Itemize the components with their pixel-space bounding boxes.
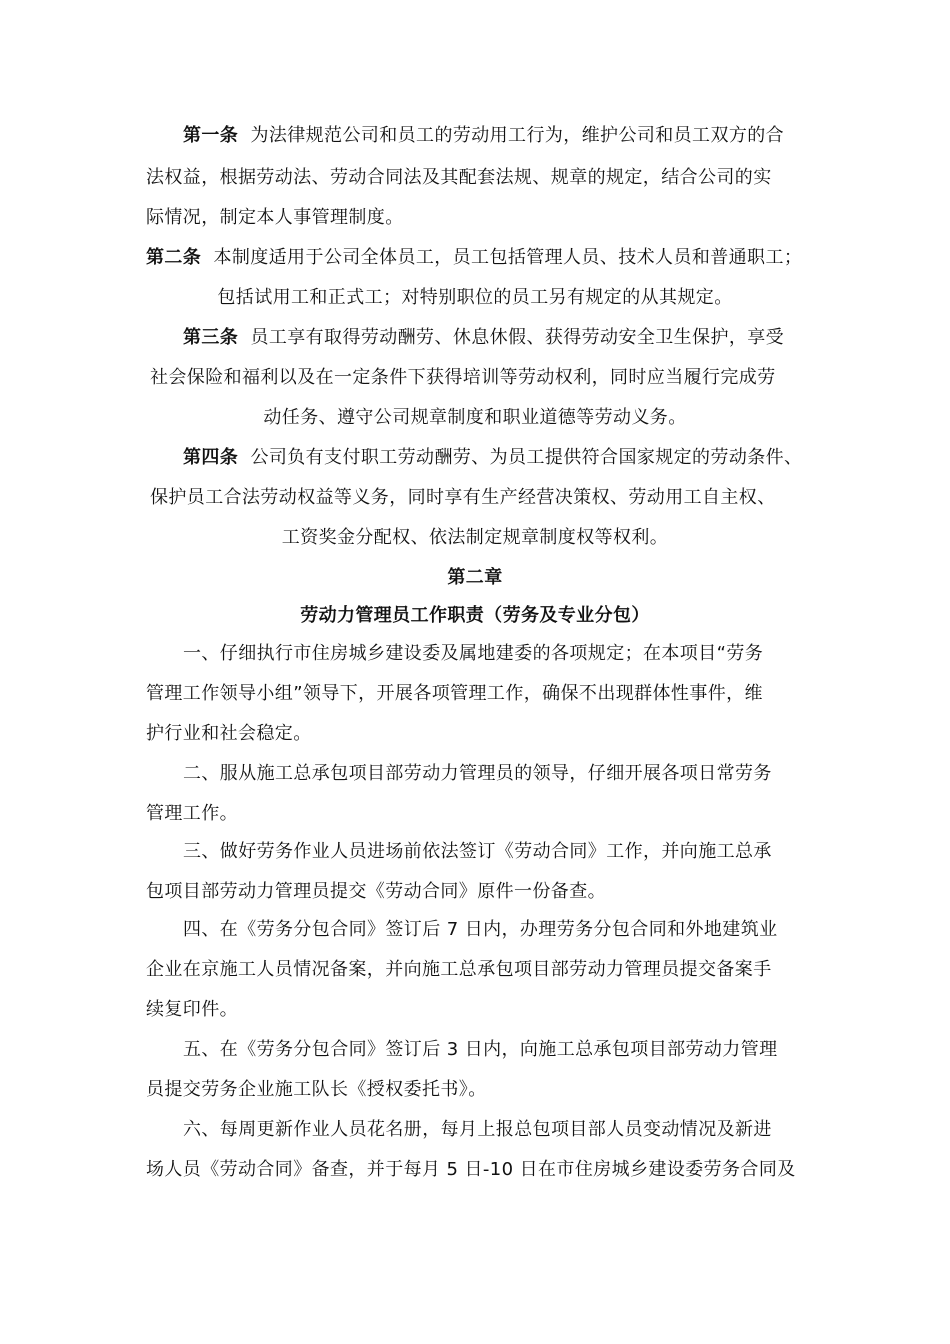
- article-4-text-1: 公司负有支付职工劳动酬劳、为员工提供符合国家规定的劳动条件、: [250, 447, 803, 468]
- article-1-label: 第一条: [183, 125, 239, 146]
- chapter-heading: 第二章: [447, 567, 503, 588]
- article-3-line-3: 动任务、遵守公司规章制度和职业道德等劳动义务。: [263, 407, 687, 428]
- article-3-line-1: [183, 326, 784, 350]
- duty-3-line-1: 三、做好劳务作业人员进场前依法签订《劳动合同》工作，并向施工总承: [183, 841, 772, 862]
- duty-4-line-3: 续复印件。: [146, 999, 238, 1020]
- article-2-text-1: 本制度适用于公司全体员工，员工包括管理人员、技术人员和普通职工；: [213, 247, 803, 268]
- duty-5-line-2: 员提交劳务企业施工队长《授权委托书》。: [146, 1079, 487, 1100]
- article-4-label: 第四条: [183, 447, 239, 468]
- duty-2-line-2: 管理工作。: [146, 803, 238, 824]
- article-1-line-2: 法权益，根据劳动法、劳动合同法及其配套法规、规章的规定，结合公司的实: [146, 167, 772, 188]
- article-2-line-2: 包括试用工和正式工；对特别职位的员工另有规定的从其规定。: [217, 287, 733, 308]
- duty-1-line-3: 护行业和社会稳定。: [146, 723, 312, 744]
- duty-4-line-1: 四、在《劳务分包合同》签订后 7 日内，办理劳务分包合同和外地建筑业: [183, 919, 778, 940]
- article-2-line-1: [146, 246, 802, 270]
- duty-1-line-1: 一、仔细执行市住房城乡建设委及属地建委的各项规定；在本项目“劳务: [183, 643, 764, 664]
- article-4-line-1: [183, 446, 802, 470]
- duty-2-line-1: 二、服从施工总承包项目部劳动力管理员的领导，仔细开展各项日常劳务: [183, 763, 772, 784]
- duty-1-line-2: 管理工作领导小组”领导下，开展各项管理工作，确保不出现群体性事件，维: [146, 683, 763, 704]
- article-2-label: 第二条: [146, 247, 202, 268]
- chapter-title: 劳动力管理员工作职责（劳务及专业分包）: [300, 605, 650, 626]
- article-1-line-3: 际情况，制定本人事管理制度。: [146, 207, 404, 228]
- article-1-text-1: 为法律规范公司和员工的劳动用工行为，维护公司和员工双方的合: [250, 125, 785, 146]
- duty-4-line-2: 企业在京施工人员情况备案，并向施工总承包项目部劳动力管理员提交备案手: [146, 959, 772, 980]
- duty-3-line-2: 包项目部劳动力管理员提交《劳动合同》原件一份备查。: [146, 881, 606, 902]
- article-1-line-1: [183, 124, 784, 148]
- duty-5-line-1: 五、在《劳务分包合同》签订后 3 日内，向施工总承包项目部劳动力管理: [183, 1039, 778, 1060]
- duty-6-line-2: 场人员《劳动合同》备查，并于每月 5 日-10 日在市住房城乡建设委劳务合同及: [146, 1159, 796, 1180]
- article-4-line-3: 工资奖金分配权、依法制定规章制度权等权利。: [281, 527, 669, 548]
- article-3-label: 第三条: [183, 327, 239, 348]
- article-4-line-2: 保护员工合法劳动权益等义务，同时享有生产经营决策权、劳动用工自主权、: [150, 487, 776, 508]
- article-3-text-1: 员工享有取得劳动酬劳、休息休假、获得劳动安全卫生保护，享受: [250, 327, 785, 348]
- duty-6-line-1: 六、每周更新作业人员花名册，每月上报总包项目部人员变动情况及新进: [183, 1119, 772, 1140]
- article-3-line-2: 社会保险和福利以及在一定条件下获得培训等劳动权利，同时应当履行完成劳: [150, 367, 776, 388]
